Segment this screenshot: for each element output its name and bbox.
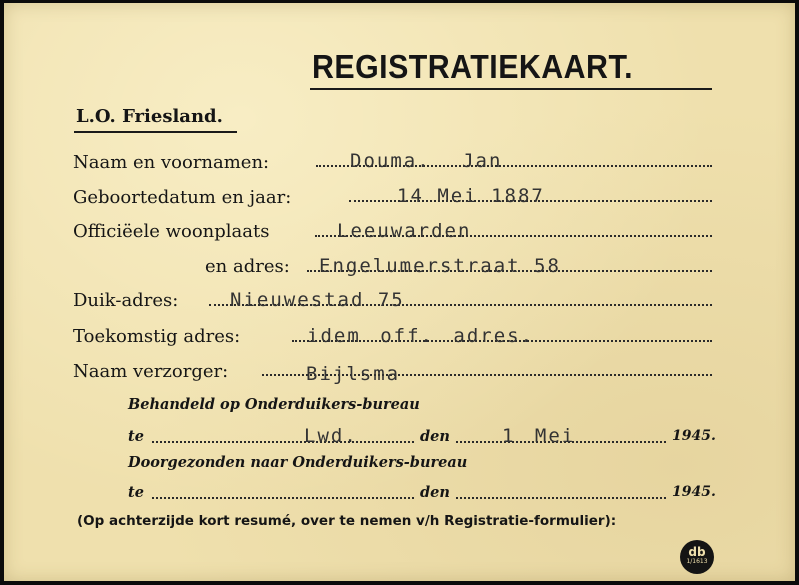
name-value: Douma. Jan — [350, 150, 503, 172]
card-title: REGISTRATIEKAART. — [312, 48, 633, 85]
birthdate-label: Geboortedatum en jaar: — [73, 187, 292, 208]
title-underline — [310, 88, 712, 90]
forwarded-year: 1945. — [672, 484, 716, 500]
future-address-value: idem off. adres. — [307, 325, 535, 347]
forwarded-den-label: den — [420, 484, 450, 501]
address-value: Engelumerstraat 58 — [319, 255, 561, 277]
caretaker-label: Naam verzorger: — [73, 361, 229, 382]
handled-den-label: den — [420, 428, 450, 445]
residence-value: Leeuwarden — [337, 220, 472, 242]
future-address-label: Toekomstig adres: — [73, 326, 241, 347]
forwarded-te-dotted-line — [152, 497, 414, 499]
organization-underline — [74, 131, 237, 133]
name-label: Naam en voornamen: — [73, 152, 270, 173]
registration-card — [4, 3, 795, 581]
caretaker-value: Bijlsma — [306, 363, 401, 385]
forwarded-den-dotted-line — [456, 497, 666, 499]
forwarded-heading: Doorgezonden naar Onderduikers-bureau — [128, 454, 468, 471]
printer-logo-text: db — [688, 545, 706, 559]
handled-den-value: 1 Mei — [502, 425, 576, 447]
handled-te-value: Lwd. — [304, 425, 358, 447]
forwarded-te-label: te — [128, 484, 144, 501]
footnote: (Op achterzijde kort resumé, over te nemen v/h Registratie-formulier): — [77, 513, 617, 529]
birthdate-value: 14 Mei 1887 — [397, 185, 545, 207]
printer-logo — [680, 540, 714, 574]
handled-te-dotted-line — [152, 441, 414, 443]
handled-te-label: te — [128, 428, 144, 445]
organization-label: L.O. Friesland. — [76, 106, 223, 127]
address-label: en adres: — [205, 256, 290, 277]
hiding-address-label: Duik-adres: — [73, 290, 179, 311]
printer-logo-number: 1/1613 — [686, 558, 708, 565]
handled-heading: Behandeld op Onderduikers-bureau — [128, 396, 420, 413]
residence-label: Officiëele woonplaats — [73, 221, 270, 242]
handled-year: 1945. — [672, 428, 716, 444]
hiding-address-value: Nieuwestad 75 — [230, 289, 405, 311]
